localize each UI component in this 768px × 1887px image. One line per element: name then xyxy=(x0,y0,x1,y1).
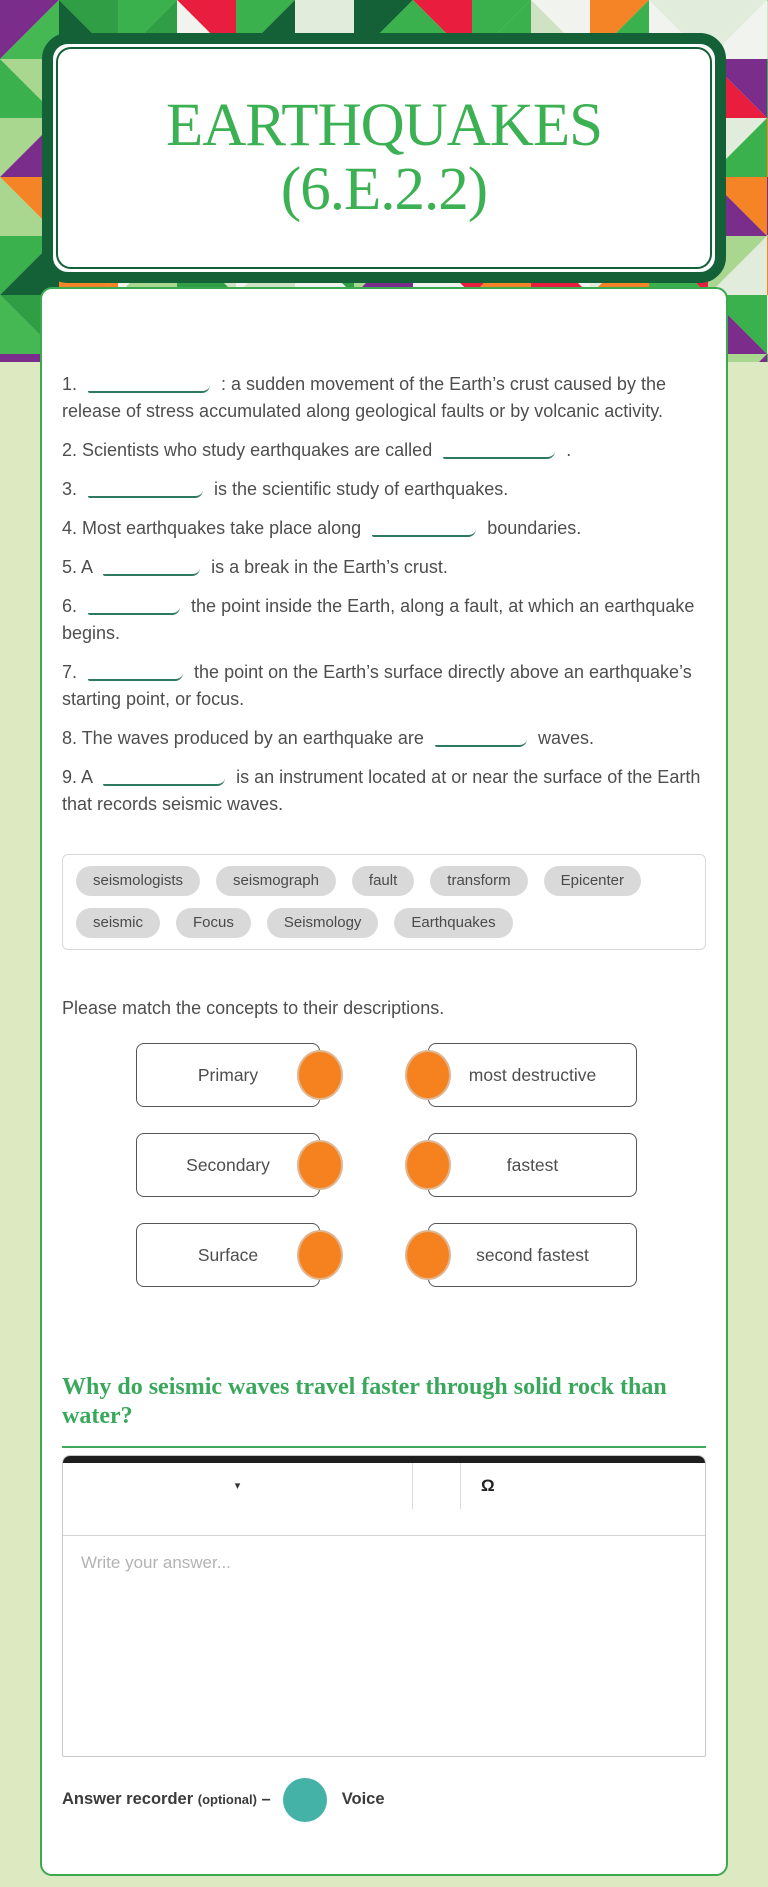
match-concept-box xyxy=(136,1223,320,1287)
green-divider xyxy=(62,1446,706,1448)
answer-text-area[interactable] xyxy=(63,1536,705,1756)
answer-blank[interactable] xyxy=(435,728,527,747)
question-2 xyxy=(62,437,706,464)
word-bank-chip[interactable]: Epicenter xyxy=(544,866,641,896)
answer-blank[interactable] xyxy=(372,518,476,537)
match-description-box xyxy=(428,1133,637,1197)
matching-prompt: Please match the concepts to their descriptions. xyxy=(62,998,445,1018)
answer-blank[interactable] xyxy=(88,479,203,498)
word-bank-chip[interactable]: seismograph xyxy=(216,866,336,896)
match-description-label: fastest xyxy=(506,1154,559,1175)
question-4 xyxy=(62,515,706,542)
chevron-down-icon: ▾ xyxy=(234,1480,241,1493)
answer-recorder-label: Answer recorder (optional) – xyxy=(62,1790,271,1809)
question-text: . xyxy=(566,440,572,460)
word-bank-chip[interactable]: seismic xyxy=(76,908,160,938)
question-text: boundaries. xyxy=(487,518,582,538)
match-row-1 xyxy=(136,1043,706,1107)
question-5 xyxy=(62,554,706,581)
question-text: 5. A xyxy=(62,557,93,577)
match-connector-dot[interactable] xyxy=(405,1140,451,1190)
match-description-box xyxy=(428,1223,637,1287)
match-connector-dot[interactable] xyxy=(405,1050,451,1100)
match-connector-dot[interactable] xyxy=(405,1230,451,1280)
worksheet-title-card xyxy=(42,33,726,283)
worksheet-body-card xyxy=(40,287,728,1876)
voice-record-button[interactable] xyxy=(283,1778,327,1822)
word-bank-chip[interactable]: fault xyxy=(352,866,414,896)
answer-recorder-row xyxy=(62,1778,706,1822)
editor-top-bar xyxy=(63,1456,705,1463)
match-connector-dot[interactable] xyxy=(297,1140,343,1190)
question-9 xyxy=(62,764,706,818)
answer-placeholder: Write your answer... xyxy=(81,1552,231,1572)
word-bank-chip[interactable]: Focus xyxy=(176,908,251,938)
match-concept-label: Primary xyxy=(197,1064,259,1085)
question-text: 4. Most earthquakes take place along xyxy=(62,518,362,538)
match-description-label: most destructive xyxy=(468,1064,597,1085)
question-text: 3. xyxy=(62,479,78,499)
match-connector-dot[interactable] xyxy=(297,1230,343,1280)
answer-blank[interactable] xyxy=(103,557,200,576)
word-bank xyxy=(62,854,706,950)
question-text: is an instrument located at or near the surface of the Earth that records seismic waves. xyxy=(62,767,701,814)
optional-label: (optional) xyxy=(197,1792,257,1808)
title-card-inner-border xyxy=(56,47,712,269)
match-row-2 xyxy=(136,1133,706,1197)
match-concept-box xyxy=(136,1133,320,1197)
omega-icon: Ω xyxy=(481,1475,495,1495)
word-bank-chip[interactable]: seismologists xyxy=(76,866,200,896)
answer-blank[interactable] xyxy=(443,440,555,459)
editor-toolbar xyxy=(63,1463,705,1536)
question-text: 9. A xyxy=(62,767,93,787)
answer-editor xyxy=(62,1455,706,1757)
worksheet-title xyxy=(165,91,603,223)
question-text: : a sudden movement of the Earth’s crust caused by the release of stress accumulated along geological faults or by volcanic activity. xyxy=(62,374,666,421)
title-line-2: (6.E.2.2) xyxy=(280,156,488,223)
question-text: 8. The waves produced by an earthquake are xyxy=(62,728,424,748)
question-1 xyxy=(62,371,706,425)
paragraph-style-dropdown[interactable] xyxy=(63,1463,413,1509)
answer-blank[interactable] xyxy=(88,596,180,615)
question-text: is the scientific study of earthquakes. xyxy=(214,479,509,499)
word-bank-chip[interactable]: transform xyxy=(430,866,527,896)
match-row-3 xyxy=(136,1223,706,1287)
question-text: is a break in the Earth’s crust. xyxy=(211,557,448,577)
match-concept-box xyxy=(136,1043,320,1107)
question-text: 7. xyxy=(62,662,78,682)
question-text: 1. xyxy=(62,374,78,394)
voice-label: Voice xyxy=(341,1790,385,1809)
toolbar-empty-cell xyxy=(413,1463,461,1509)
answer-blank[interactable] xyxy=(88,374,210,393)
question-text: 2. Scientists who study earthquakes are called xyxy=(62,440,433,460)
title-line-1: EARTHQUAKES xyxy=(165,91,603,159)
word-bank-chip[interactable]: Seismology xyxy=(267,908,379,938)
special-character-button[interactable] xyxy=(461,1463,495,1509)
question-6 xyxy=(62,593,706,647)
answer-blank[interactable] xyxy=(103,767,225,786)
question-text: the point inside the Earth, along a fault, at which an earthquake begins. xyxy=(62,596,695,643)
matching-section xyxy=(62,1043,706,1287)
answer-blank[interactable] xyxy=(88,662,183,681)
question-8 xyxy=(62,725,706,752)
open-question-heading: Why do seismic waves travel faster through solid rock than water? xyxy=(62,1374,667,1430)
question-text: the point on the Earth’s surface directly above an earthquake’s starting point, or focus. xyxy=(62,662,692,709)
question-text: 6. xyxy=(62,596,78,616)
match-description-label: second fastest xyxy=(476,1244,589,1265)
match-connector-dot[interactable] xyxy=(297,1050,343,1100)
fill-in-the-blank-section xyxy=(62,371,706,818)
match-description-box xyxy=(428,1043,637,1107)
question-7 xyxy=(62,659,706,713)
match-concept-label: Secondary xyxy=(186,1154,270,1175)
word-bank-chip[interactable]: Earthquakes xyxy=(394,908,512,938)
question-text: waves. xyxy=(537,728,594,748)
match-concept-label: Surface xyxy=(197,1244,259,1265)
question-3 xyxy=(62,476,706,503)
